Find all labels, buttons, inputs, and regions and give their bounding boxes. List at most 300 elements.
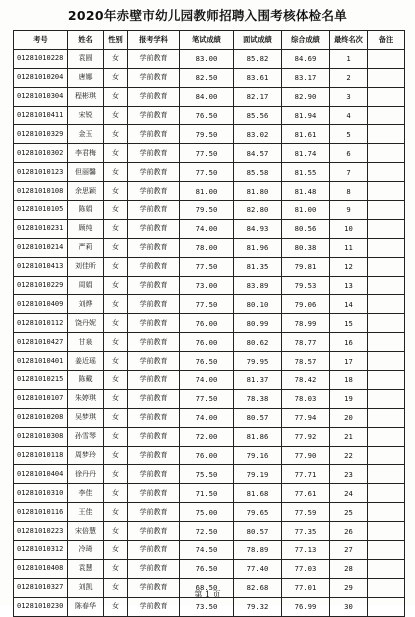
cell-rank: 6 <box>330 144 368 163</box>
cell-rank: 19 <box>330 389 368 408</box>
cell-id: 01281010327 <box>14 578 68 597</box>
cell-subject: 学前教育 <box>128 219 180 238</box>
table-row <box>14 87 405 106</box>
cell-remark <box>368 106 405 125</box>
cell-gender: 女 <box>104 219 128 238</box>
cell-remark <box>368 352 405 371</box>
table-row <box>14 503 405 522</box>
cell-interview-score: 81.80 <box>234 182 282 201</box>
cell-gender: 女 <box>104 163 128 182</box>
cell-id: 01281010310 <box>14 484 68 503</box>
cell-name: 冷琦 <box>68 541 104 560</box>
cell-subject: 学前教育 <box>128 371 180 390</box>
cell-remark <box>368 541 405 560</box>
cell-id: 01281010214 <box>14 238 68 257</box>
cell-remark <box>368 295 405 314</box>
cell-id: 01281010204 <box>14 68 68 87</box>
header-rank: 最终名次 <box>330 31 368 50</box>
cell-total-score: 77.03 <box>282 559 330 578</box>
cell-name: 袁圆 <box>68 49 104 68</box>
cell-rank: 29 <box>330 578 368 597</box>
cell-id: 01281010230 <box>14 597 68 616</box>
cell-id: 01281010304 <box>14 87 68 106</box>
cell-written-score: 72.50 <box>180 522 234 541</box>
cell-name: 朱婷琪 <box>68 389 104 408</box>
cell-name: 程彬琪 <box>68 87 104 106</box>
cell-remark <box>368 68 405 87</box>
cell-subject: 学前教育 <box>128 597 180 616</box>
cell-interview-score: 81.96 <box>234 238 282 257</box>
header-total-score: 综合成绩 <box>282 31 330 50</box>
table-row <box>14 106 405 125</box>
cell-rank: 9 <box>330 201 368 220</box>
cell-written-score: 77.50 <box>180 257 234 276</box>
cell-interview-score: 80.57 <box>234 408 282 427</box>
cell-gender: 女 <box>104 68 128 87</box>
cell-rank: 16 <box>330 333 368 352</box>
cell-interview-score: 81.37 <box>234 371 282 390</box>
cell-name: 孙雪琴 <box>68 427 104 446</box>
cell-subject: 学前教育 <box>128 125 180 144</box>
cell-interview-score: 81.35 <box>234 257 282 276</box>
cell-written-score: 73.50 <box>180 597 234 616</box>
cell-total-score: 80.38 <box>282 238 330 257</box>
cell-total-score: 81.74 <box>282 144 330 163</box>
cell-rank: 20 <box>330 408 368 427</box>
cell-written-score: 76.00 <box>180 446 234 465</box>
cell-total-score: 78.57 <box>282 352 330 371</box>
cell-interview-score: 80.10 <box>234 295 282 314</box>
cell-id: 01281010308 <box>14 427 68 446</box>
cell-rank: 24 <box>330 484 368 503</box>
cell-name: 吴梦琪 <box>68 408 104 427</box>
table-row <box>14 333 405 352</box>
cell-interview-score: 82.68 <box>234 578 282 597</box>
cell-written-score: 76.00 <box>180 314 234 333</box>
cell-gender: 女 <box>104 578 128 597</box>
cell-subject: 学前教育 <box>128 427 180 446</box>
cell-gender: 女 <box>104 201 128 220</box>
cell-name: 刘佳昕 <box>68 257 104 276</box>
cell-interview-score: 77.40 <box>234 559 282 578</box>
cell-gender: 女 <box>104 314 128 333</box>
cell-rank: 28 <box>330 559 368 578</box>
cell-gender: 女 <box>104 446 128 465</box>
table-row <box>14 522 405 541</box>
cell-remark <box>368 522 405 541</box>
cell-total-score: 79.81 <box>282 257 330 276</box>
cell-remark <box>368 559 405 578</box>
cell-written-score: 83.00 <box>180 49 234 68</box>
cell-total-score: 81.55 <box>282 163 330 182</box>
cell-written-score: 71.50 <box>180 484 234 503</box>
cell-name: 徐丹丹 <box>68 465 104 484</box>
cell-remark <box>368 427 405 446</box>
cell-id: 01281010228 <box>14 49 68 68</box>
cell-total-score: 81.00 <box>282 201 330 220</box>
cell-name: 唐娜 <box>68 68 104 87</box>
table-row <box>14 484 405 503</box>
cell-remark <box>368 257 405 276</box>
cell-remark <box>368 333 405 352</box>
cell-subject: 学前教育 <box>128 106 180 125</box>
cell-interview-score: 80.99 <box>234 314 282 333</box>
cell-rank: 14 <box>330 295 368 314</box>
cell-remark <box>368 201 405 220</box>
cell-written-score: 81.00 <box>180 182 234 201</box>
cell-subject: 学前教育 <box>128 559 180 578</box>
cell-total-score: 79.53 <box>282 276 330 295</box>
cell-interview-score: 83.02 <box>234 125 282 144</box>
cell-rank: 3 <box>330 87 368 106</box>
cell-interview-score: 83.89 <box>234 276 282 295</box>
cell-rank: 7 <box>330 163 368 182</box>
cell-id: 01281010409 <box>14 295 68 314</box>
cell-name: 饶丹妮 <box>68 314 104 333</box>
candidate-table <box>13 30 405 617</box>
cell-id: 01281010223 <box>14 522 68 541</box>
cell-written-score: 84.00 <box>180 87 234 106</box>
cell-id: 01281010215 <box>14 371 68 390</box>
cell-rank: 2 <box>330 68 368 87</box>
cell-subject: 学前教育 <box>128 257 180 276</box>
cell-total-score: 78.77 <box>282 333 330 352</box>
cell-written-score: 76.50 <box>180 352 234 371</box>
cell-id: 01281010427 <box>14 333 68 352</box>
cell-total-score: 77.92 <box>282 427 330 446</box>
cell-remark <box>368 465 405 484</box>
cell-gender: 女 <box>104 238 128 257</box>
table-row <box>14 238 405 257</box>
cell-remark <box>368 446 405 465</box>
cell-interview-score: 83.61 <box>234 68 282 87</box>
cell-written-score: 73.00 <box>180 276 234 295</box>
cell-id: 01281010105 <box>14 201 68 220</box>
cell-subject: 学前教育 <box>128 503 180 522</box>
cell-interview-score: 84.93 <box>234 219 282 238</box>
table-row <box>14 314 405 333</box>
cell-gender: 女 <box>104 427 128 446</box>
cell-rank: 10 <box>330 219 368 238</box>
table-row <box>14 144 405 163</box>
cell-rank: 25 <box>330 503 368 522</box>
cell-written-score: 82.50 <box>180 68 234 87</box>
cell-interview-score: 79.16 <box>234 446 282 465</box>
cell-subject: 学前教育 <box>128 49 180 68</box>
table-row <box>14 352 405 371</box>
cell-remark <box>368 484 405 503</box>
cell-rank: 12 <box>330 257 368 276</box>
cell-rank: 30 <box>330 597 368 616</box>
cell-gender: 女 <box>104 559 128 578</box>
cell-name: 陈戴 <box>68 371 104 390</box>
cell-written-score: 75.50 <box>180 465 234 484</box>
cell-interview-score: 85.82 <box>234 49 282 68</box>
cell-interview-score: 78.89 <box>234 541 282 560</box>
cell-subject: 学前教育 <box>128 182 180 201</box>
cell-subject: 学前教育 <box>128 238 180 257</box>
cell-id: 01281010401 <box>14 352 68 371</box>
cell-name: 刘凯 <box>68 578 104 597</box>
cell-gender: 女 <box>104 484 128 503</box>
cell-name: 严莉 <box>68 238 104 257</box>
cell-rank: 1 <box>330 49 368 68</box>
cell-gender: 女 <box>104 182 128 201</box>
cell-id: 01281010231 <box>14 219 68 238</box>
cell-gender: 女 <box>104 276 128 295</box>
table-row <box>14 125 405 144</box>
cell-id: 01281010208 <box>14 408 68 427</box>
cell-gender: 女 <box>104 106 128 125</box>
table-row <box>14 465 405 484</box>
cell-remark <box>368 125 405 144</box>
header-subject: 报考学科 <box>128 31 180 50</box>
cell-id: 01281010312 <box>14 541 68 560</box>
table-body <box>14 49 405 616</box>
cell-subject: 学前教育 <box>128 68 180 87</box>
cell-remark <box>368 87 405 106</box>
cell-total-score: 81.94 <box>282 106 330 125</box>
cell-rank: 23 <box>330 465 368 484</box>
cell-gender: 女 <box>104 87 128 106</box>
cell-total-score: 77.71 <box>282 465 330 484</box>
cell-rank: 22 <box>330 446 368 465</box>
cell-gender: 女 <box>104 295 128 314</box>
cell-rank: 8 <box>330 182 368 201</box>
cell-name: 甘泉 <box>68 333 104 352</box>
table-row <box>14 541 405 560</box>
cell-total-score: 78.99 <box>282 314 330 333</box>
cell-remark <box>368 389 405 408</box>
cell-name: 金玉 <box>68 125 104 144</box>
cell-remark <box>368 238 405 257</box>
cell-total-score: 77.13 <box>282 541 330 560</box>
table-header-row <box>14 31 405 50</box>
cell-interview-score: 80.57 <box>234 522 282 541</box>
cell-name: 宋锐 <box>68 106 104 125</box>
cell-name: 刘烨 <box>68 295 104 314</box>
table-row <box>14 389 405 408</box>
cell-total-score: 81.48 <box>282 182 330 201</box>
cell-interview-score: 79.32 <box>234 597 282 616</box>
cell-id: 01281010302 <box>14 144 68 163</box>
cell-interview-score: 79.95 <box>234 352 282 371</box>
cell-gender: 女 <box>104 541 128 560</box>
cell-subject: 学前教育 <box>128 446 180 465</box>
cell-remark <box>368 144 405 163</box>
cell-subject: 学前教育 <box>128 333 180 352</box>
cell-name: 陈春华 <box>68 597 104 616</box>
cell-interview-score: 80.62 <box>234 333 282 352</box>
cell-written-score: 74.50 <box>180 541 234 560</box>
cell-name: 余思颖 <box>68 182 104 201</box>
header-name: 姓名 <box>68 31 104 50</box>
cell-rank: 27 <box>330 541 368 560</box>
cell-gender: 女 <box>104 49 128 68</box>
cell-gender: 女 <box>104 352 128 371</box>
cell-subject: 学前教育 <box>128 295 180 314</box>
cell-name: 但丽馨 <box>68 163 104 182</box>
cell-total-score: 77.01 <box>282 578 330 597</box>
cell-interview-score: 85.56 <box>234 106 282 125</box>
cell-subject: 学前教育 <box>128 541 180 560</box>
cell-interview-score: 81.68 <box>234 484 282 503</box>
cell-name: 周梦玲 <box>68 446 104 465</box>
cell-subject: 学前教育 <box>128 87 180 106</box>
cell-gender: 女 <box>104 408 128 427</box>
cell-interview-score: 81.86 <box>234 427 282 446</box>
table-row <box>14 446 405 465</box>
cell-subject: 学前教育 <box>128 522 180 541</box>
cell-gender: 女 <box>104 371 128 390</box>
cell-rank: 13 <box>330 276 368 295</box>
cell-remark <box>368 408 405 427</box>
table-row <box>14 257 405 276</box>
cell-total-score: 81.61 <box>282 125 330 144</box>
cell-gender: 女 <box>104 125 128 144</box>
cell-interview-score: 82.80 <box>234 201 282 220</box>
cell-subject: 学前教育 <box>128 578 180 597</box>
cell-interview-score: 78.38 <box>234 389 282 408</box>
table-row <box>14 597 405 616</box>
cell-subject: 学前教育 <box>128 465 180 484</box>
cell-rank: 5 <box>330 125 368 144</box>
table-row <box>14 408 405 427</box>
cell-gender: 女 <box>104 465 128 484</box>
cell-written-score: 75.00 <box>180 503 234 522</box>
cell-written-score: 74.00 <box>180 371 234 390</box>
cell-subject: 学前教育 <box>128 276 180 295</box>
cell-written-score: 79.50 <box>180 201 234 220</box>
cell-interview-score: 79.65 <box>234 503 282 522</box>
cell-id: 01281010116 <box>14 503 68 522</box>
cell-total-score: 84.69 <box>282 49 330 68</box>
cell-id: 01281010404 <box>14 465 68 484</box>
cell-gender: 女 <box>104 333 128 352</box>
cell-interview-score: 85.58 <box>234 163 282 182</box>
cell-remark <box>368 163 405 182</box>
header-id: 考号 <box>14 31 68 50</box>
cell-written-score: 68.50 <box>180 578 234 597</box>
cell-total-score: 76.99 <box>282 597 330 616</box>
table-row <box>14 182 405 201</box>
cell-id: 01281010413 <box>14 257 68 276</box>
cell-total-score: 77.35 <box>282 522 330 541</box>
cell-written-score: 74.00 <box>180 219 234 238</box>
header-remark: 备注 <box>368 31 405 50</box>
cell-written-score: 76.50 <box>180 106 234 125</box>
cell-total-score: 83.17 <box>282 68 330 87</box>
cell-remark <box>368 182 405 201</box>
cell-subject: 学前教育 <box>128 389 180 408</box>
table-row <box>14 201 405 220</box>
cell-name: 姜近瑶 <box>68 352 104 371</box>
cell-id: 01281010411 <box>14 106 68 125</box>
table-row <box>14 68 405 87</box>
cell-total-score: 79.06 <box>282 295 330 314</box>
cell-rank: 4 <box>330 106 368 125</box>
cell-written-score: 77.50 <box>180 295 234 314</box>
cell-interview-score: 84.57 <box>234 144 282 163</box>
cell-name: 李君梅 <box>68 144 104 163</box>
cell-written-score: 77.50 <box>180 144 234 163</box>
cell-remark <box>368 219 405 238</box>
cell-rank: 18 <box>330 371 368 390</box>
cell-name: 陈娟 <box>68 201 104 220</box>
table-row <box>14 163 405 182</box>
cell-remark <box>368 49 405 68</box>
cell-rank: 26 <box>330 522 368 541</box>
table-row <box>14 427 405 446</box>
cell-subject: 学前教育 <box>128 144 180 163</box>
table-row <box>14 559 405 578</box>
cell-gender: 女 <box>104 389 128 408</box>
cell-name: 周娟 <box>68 276 104 295</box>
cell-id: 01281010107 <box>14 389 68 408</box>
table-row <box>14 371 405 390</box>
cell-subject: 学前教育 <box>128 163 180 182</box>
cell-total-score: 77.94 <box>282 408 330 427</box>
cell-rank: 21 <box>330 427 368 446</box>
cell-remark <box>368 597 405 616</box>
cell-remark <box>368 503 405 522</box>
header-gender: 性别 <box>104 31 128 50</box>
cell-id: 01281010123 <box>14 163 68 182</box>
cell-subject: 学前教育 <box>128 484 180 503</box>
header-interview-score: 面试成绩 <box>234 31 282 50</box>
cell-written-score: 77.50 <box>180 389 234 408</box>
header-written-score: 笔试成绩 <box>180 31 234 50</box>
cell-subject: 学前教育 <box>128 314 180 333</box>
cell-subject: 学前教育 <box>128 408 180 427</box>
cell-id: 01281010408 <box>14 559 68 578</box>
cell-subject: 学前教育 <box>128 352 180 371</box>
cell-total-score: 80.56 <box>282 219 330 238</box>
cell-name: 顾纯 <box>68 219 104 238</box>
table-row <box>14 295 405 314</box>
cell-gender: 女 <box>104 257 128 276</box>
cell-rank: 17 <box>330 352 368 371</box>
cell-total-score: 78.42 <box>282 371 330 390</box>
table-row <box>14 49 405 68</box>
cell-remark <box>368 314 405 333</box>
cell-total-score: 82.90 <box>282 87 330 106</box>
cell-total-score: 78.03 <box>282 389 330 408</box>
cell-remark <box>368 371 405 390</box>
cell-remark <box>368 276 405 295</box>
cell-id: 01281010108 <box>14 182 68 201</box>
document-title: 2020年赤壁市幼儿园教师招聘入围考核体检名单 <box>67 8 348 23</box>
cell-written-score: 79.50 <box>180 125 234 144</box>
cell-gender: 女 <box>104 503 128 522</box>
cell-name: 王佳 <box>68 503 104 522</box>
cell-written-score: 74.00 <box>180 408 234 427</box>
cell-name: 宋倍慧 <box>68 522 104 541</box>
cell-name: 李佳 <box>68 484 104 503</box>
cell-rank: 15 <box>330 314 368 333</box>
cell-name: 袁慧 <box>68 559 104 578</box>
cell-gender: 女 <box>104 522 128 541</box>
table-row <box>14 276 405 295</box>
cell-written-score: 77.50 <box>180 163 234 182</box>
cell-subject: 学前教育 <box>128 201 180 220</box>
cell-total-score: 77.61 <box>282 484 330 503</box>
cell-written-score: 72.00 <box>180 427 234 446</box>
cell-written-score: 78.00 <box>180 238 234 257</box>
cell-id: 01281010118 <box>14 446 68 465</box>
cell-total-score: 77.90 <box>282 446 330 465</box>
cell-id: 01281010112 <box>14 314 68 333</box>
